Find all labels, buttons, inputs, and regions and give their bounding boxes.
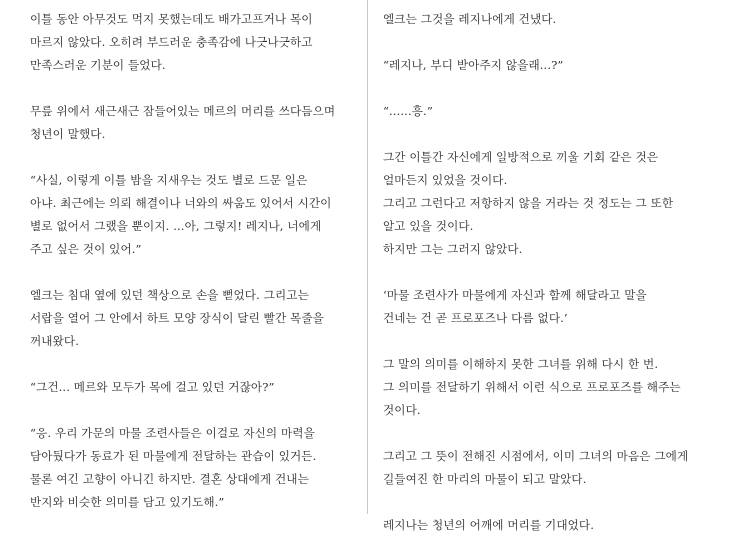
paragraph-gap	[383, 330, 736, 353]
paragraph	[383, 100, 736, 123]
text-line: “그건... 메르와 모두가 목에 걸고 있던 거잖아?”	[30, 380, 275, 394]
paragraph	[30, 169, 367, 261]
text-line: 담아뒀다가 동료가 된 마물에게 전달하는 관습이 있거든.	[30, 449, 317, 463]
text-line: 그간 이틀간 자신에게 일방적으로 끼울 기회 같은 것은	[383, 150, 659, 164]
text-line: 얼마든지 있었을 것이다.	[383, 173, 508, 187]
text-line: 이틀 동안 아무것도 먹지 못했는데도 배가고프거나 목이	[30, 12, 313, 26]
text-line: 주고 싶은 것이 있어.”	[30, 242, 142, 256]
paragraph-gap	[30, 261, 367, 284]
paragraph	[30, 284, 367, 353]
paragraph-gap	[383, 422, 736, 445]
text-line: 그리고 그 뜻이 전해진 시점에서, 이미 그녀의 마음은 그에게	[383, 449, 689, 463]
text-line: 꺼내왔다.	[30, 334, 79, 348]
paragraph-gap	[383, 31, 736, 54]
paragraph-gap	[30, 146, 367, 169]
paragraph-gap	[383, 77, 736, 100]
text-line: 물론 여긴 고향이 아니긴 하지만. 결혼 상대에게 건내는	[30, 472, 309, 486]
paragraph	[383, 8, 736, 31]
text-line: 그 말의 의미를 이해하지 못한 그녀를 위해 다시 한 번.	[383, 357, 659, 371]
paragraph	[383, 146, 736, 261]
paragraph	[383, 514, 736, 537]
text-line: 별로 없어서 그랬을 뿐이지. ...아, 그렇지! 레지나, 너에게	[30, 219, 322, 233]
text-line: 엘크는 그것을 레지나에게 건냈다.	[383, 12, 557, 26]
text-line: 그 의미를 전달하기 위해서 이런 식으로 프로포즈를 해주는	[383, 380, 681, 394]
text-line: 만족스러운 기분이 들었다.	[30, 58, 166, 72]
text-line: “......흥.”	[383, 104, 433, 118]
text-line: 하지만 그는 그러지 않았다.	[383, 242, 523, 256]
page-divider	[367, 0, 368, 514]
text-line: 무릎 위에서 새근새근 잠들어있는 메르의 머리를 쓰다듬으며	[30, 104, 336, 118]
paragraph-gap	[30, 399, 367, 422]
text-line: 엘크는 침대 옆에 있던 책상으로 손을 뻗었다. 그리고는	[30, 288, 309, 302]
text-line: ‘마물 조련사가 마물에게 자신과 함께 해달라고 말을	[383, 288, 647, 302]
right-page	[369, 0, 736, 532]
text-line: 것이다.	[383, 403, 421, 417]
text-line: “사실, 이렇게 이틀 밤을 지새우는 것도 별로 드문 일은	[30, 173, 308, 187]
text-line: “응. 우리 가문의 마물 조련사들은 이걸로 자신의 마력을	[30, 426, 315, 440]
text-line: 그리고 그런다고 저항하지 않을 거라는 것 정도는 그 또한	[383, 196, 674, 210]
paragraph	[383, 54, 736, 77]
text-line: 청년이 말했다.	[30, 127, 106, 141]
left-page	[0, 0, 367, 514]
paragraph	[30, 8, 367, 77]
paragraph-gap	[383, 491, 736, 514]
text-line: 마르지 않았다. 오히려 부드러운 충족감에 나긋나긋하고	[30, 35, 313, 49]
text-line: 서랍을 열어 그 안에서 하트 모양 장식이 달린 빨간 목줄을	[30, 311, 324, 325]
text-line: 길들여진 한 마리의 마물이 되고 말았다.	[383, 472, 587, 486]
paragraph	[383, 353, 736, 422]
text-line: 반지와 비슷한 의미를 담고 있기도해.”	[30, 495, 225, 509]
text-line: 건네는 건 곧 프로포즈나 다름 없다.’	[383, 311, 568, 325]
text-line: 알고 있을 것이다.	[383, 219, 474, 233]
paragraph	[30, 376, 367, 399]
text-line: “레지나, 부디 받아주지 않을래...?”	[383, 58, 564, 72]
paragraph-gap	[383, 123, 736, 146]
paragraph-gap	[383, 261, 736, 284]
text-line: 레지나는 청년의 어깨에 머리를 기대었다.	[383, 518, 595, 532]
paragraph	[383, 284, 736, 330]
paragraph	[30, 422, 367, 514]
paragraph	[383, 445, 736, 491]
text-line: 아냐. 최근에는 의뢰 해결이나 너와의 싸움도 있어서 시간이	[30, 196, 332, 210]
paragraph-gap	[30, 77, 367, 100]
paragraph	[30, 100, 367, 146]
paragraph-gap	[30, 353, 367, 376]
